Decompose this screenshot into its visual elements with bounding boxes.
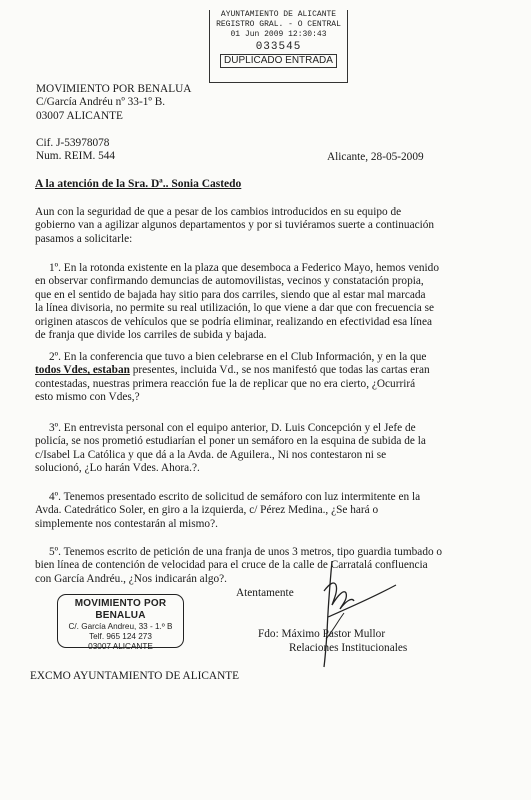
point-3 [35, 422, 426, 476]
organization-seal [57, 594, 184, 651]
point-line: 2º. En la conferencia que tuvo a bien celebrarse en el Club Información, y en la que [49, 351, 427, 363]
point-line-emph-row [35, 364, 430, 377]
point-1 [35, 262, 439, 342]
seal-tel: Telf. 965 124 273 [89, 632, 152, 641]
recipient-line: EXCMO AYUNTAMIENTO DE ALICANTE [30, 670, 240, 682]
intro-line: gobierno van a agilizar algunos departamentos y por si tuviéramos suerte a continuación [35, 219, 435, 232]
point-line: la línea divisoria, no permite su real utilización, lo que viene a dar que con frecuencia se [35, 302, 434, 315]
intro-line: pasamos a solicitarle: [35, 232, 133, 245]
point-2-continuation: presentes, incluida Vd., se nos manifestó que todas las cartas eran [129, 364, 430, 377]
point-2-emphasis: todos Vdes, estaban [35, 364, 130, 377]
point-line: de franja que divide los carriles de subida y bajada. [35, 329, 267, 342]
seal-title: MOVIMIENTO POR BENALUA [74, 598, 167, 621]
stamp-org: AYUNTAMIENTO DE ALICANTE [220, 10, 337, 19]
signer-role: Relaciones Institucionales [289, 642, 408, 654]
point-line: Avda. Catedrático Soler, en giro a la izquierda, c/ Pérez Medina., ¿Se hará o [35, 504, 379, 517]
point-line: que en el sentido de bajada hay sitio para dos carriles, siendo que al estar mal marcada [35, 288, 426, 301]
point-line: 3º. En entrevista personal con el equipo anterior, D. Luis Concepción y el Jefe de [49, 422, 416, 434]
intro-paragraph [35, 206, 434, 246]
stamp-label: DUPLICADO ENTRADA [220, 54, 337, 68]
point-line: 5º. Tenemos escrito de petición de una franja de unos 3 metros, tipo guardia tumbado o [49, 546, 443, 558]
stamp-number: 033545 [255, 41, 302, 53]
point-line: contestadas, nuestras primera reacción fue la de replicar que no era cierto, ¿Ocurrirá [35, 377, 416, 390]
point-4 [35, 491, 420, 531]
sender-cif: Cif. J-53978078 [36, 137, 110, 149]
stamp-datetime: 01 Jun 2009 12:30:43 [230, 30, 327, 39]
letter-date: Alicante, 28-05-2009 [327, 151, 424, 163]
attention-line: A la atención de la Sra. Dª.. Sonia Castedo [35, 178, 242, 190]
sender-street: C/García Andréu nº 33-1º B. [36, 96, 166, 109]
point-line: en observar confirmando demuncias de automovilistas, vecinos y constatación propia, [35, 275, 424, 288]
registry-stamp [209, 10, 348, 83]
sender-name: MOVIMIENTO POR BENALUA [36, 83, 192, 95]
point-line: bien línea de contención de velocidad para el cruce de la calle de Carratalá confluencia [35, 559, 428, 572]
sender-city: 03007 ALICANTE [36, 109, 123, 122]
signer-name: Fdo: Máximo Pastor Mullor [258, 628, 386, 640]
sender-block [36, 83, 191, 123]
intro-line: Aun con la seguridad de que a pesar de los cambios introducidos en su equipo de [35, 206, 402, 218]
point-line: c/Isabel La Católica y que dá a la Avda. de Aguilera., Ni nos contestaron ni se [35, 448, 387, 461]
sender-reim: Num. REIM. 544 [36, 150, 116, 163]
point-line: simplemente nos contestarán al mismo?. [35, 517, 218, 530]
point-line: originen atascos de vehículos que se podría eliminar, realizando en efectividad esa línea [35, 315, 432, 328]
seal-city: 03007 ALICANTE [88, 642, 153, 651]
seal-street: C/. García Andreu, 33 - 1.º B [68, 622, 173, 631]
stamp-registry: REGISTRO GRAL. - O CENTRAL [216, 20, 341, 29]
point-2 [35, 351, 430, 405]
point-line: esto mismo con Vdes,? [35, 391, 140, 404]
point-line: con García Andréu., ¿Nos indicarán algo?. [35, 572, 227, 585]
point-line: solucionó, ¿Lo harán Vdes. Ahora.?. [35, 462, 200, 475]
sender-ids [36, 137, 115, 164]
point-line: 1º. En la rotonda existente en la plaza que desemboca a Federico Mayo, hemos venido [49, 262, 439, 274]
closing: Atentamente [236, 587, 294, 599]
point-line: policía, se nos prometió estudiarían el poner un semáforo en la esquina de subida de la [35, 435, 426, 448]
point-line: 4º. Tenemos presentado escrito de solicitud de semáforo con luz intermitente en la [49, 491, 421, 503]
